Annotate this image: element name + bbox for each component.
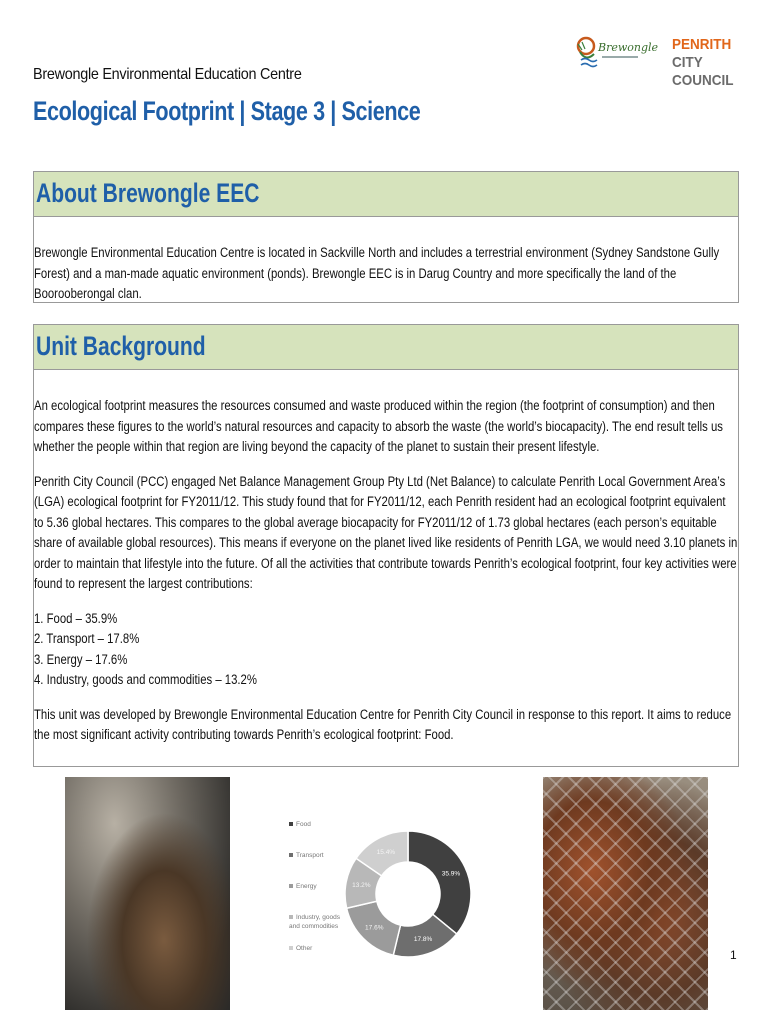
- organisation-name: Brewongle Environmental Education Centre: [33, 66, 302, 83]
- donut-data-label: 17.6%: [365, 924, 384, 932]
- penrith-city-council-logo: [672, 36, 760, 90]
- about-heading-bar: [34, 172, 738, 217]
- donut-data-label: 17.8%: [413, 936, 433, 944]
- legend-label: Transport: [296, 852, 324, 859]
- list-item: 2. Transport – 17.8%: [34, 631, 140, 646]
- donut-slice: [408, 831, 471, 934]
- page-number: 1: [730, 948, 737, 962]
- background-heading: Unit Background: [36, 331, 206, 361]
- background-paragraph-1: An ecological footprint measures the resources consumed and waste produced within the region (the footprint of consumption) and then compares these figures to the world’s natural resources and capacity to absorb the waste (the world’s biocapacity). The end result tells us whether the people within that region are living beyond the capacity of the planet to sustain their present lifestyle.: [34, 398, 723, 454]
- legend-label: Other: [296, 945, 313, 952]
- chickens-behind-fence-photo: [543, 777, 708, 1010]
- background-heading-bar: [34, 325, 738, 370]
- about-section: [33, 171, 739, 303]
- about-heading: About Brewongle EEC: [36, 178, 260, 208]
- legend-item: [289, 882, 317, 891]
- svg-text:Brewongle: Brewongle: [598, 41, 659, 54]
- unit-background-section: [33, 324, 739, 767]
- background-paragraph-2: Penrith City Council (PCC) engaged Net Balance Management Group Pty Ltd (Net Balance) to calculate Penrith Local Government Area’s (LGA) ecological footprint for FY2011/12. This study found that for FY2011/12, each Penrith resident had an ecological footprint equivalent to 5.36 global hectares. This compares to the global average biocapacity for FY2011/12 of 1.73 global hectares (each person’s equitable share of available global resources). This means if everyone on the planet lived like residents of Penrith LGA, we would need 3.10 planets in order to maintain that lifestyle into the future. Of all the activities that contribute towards Penrith’s ecological footprint, four key activities were found to represent the largest contributions:: [34, 473, 738, 591]
- legend-item: [289, 944, 312, 953]
- legend-label: Food: [296, 821, 311, 828]
- donut-data-label: 13.2%: [352, 882, 371, 890]
- about-text: Brewongle Environmental Education Centre is located in Sackville North and includes a terrestrial environment (Sydney Sandstone Gully Forest) and a man-made aquatic environment (ponds). Brewongle EEC is in Darug Country and more specifically the land of the Boorooberongal clan.: [34, 245, 720, 301]
- footprint-donut-chart: [340, 776, 480, 1012]
- donut-data-label: 35.9%: [441, 870, 461, 878]
- legend-item: [289, 851, 324, 860]
- background-paragraph-3: This unit was developed by Brewongle Environmental Education Centre for Penrith City Council in response to this report. It aims to reduce the most significant activity contributing towards Penrith’s ecological footprint: Food.: [34, 706, 732, 742]
- hands-holding-beans-photo: [65, 777, 230, 1010]
- legend-label: Energy: [296, 883, 317, 890]
- list-item: 3. Energy – 17.6%: [34, 651, 128, 667]
- legend-label: Industry, goods and commodities: [289, 914, 340, 930]
- donut-data-label: 15.4%: [376, 848, 396, 856]
- page-title: Ecological Footprint | Stage 3 | Science: [33, 96, 421, 126]
- list-item: 4. Industry, goods and commodities – 13.2%: [34, 672, 257, 687]
- brewongle-logo: [576, 32, 659, 74]
- logo-line-1: PENRITH: [672, 36, 732, 53]
- logo-line-2: CITY COUNCIL: [672, 54, 734, 89]
- list-item: 1. Food – 35.9%: [34, 610, 118, 626]
- legend-item: [289, 820, 311, 829]
